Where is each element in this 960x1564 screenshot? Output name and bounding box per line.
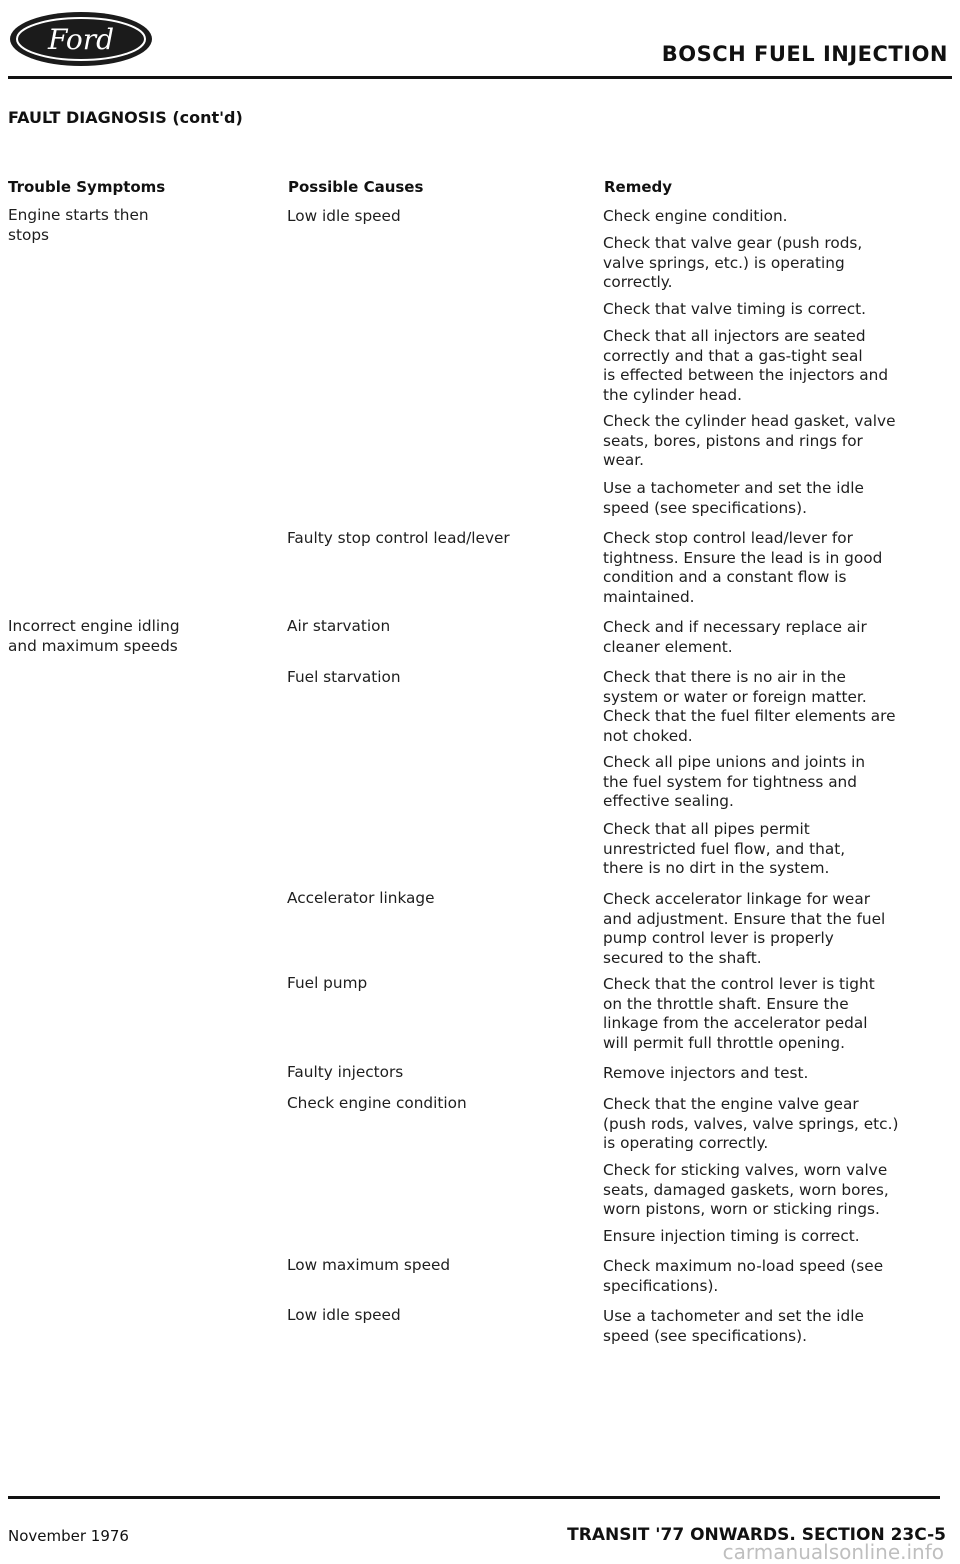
- remedy-item: [603, 1064, 808, 1084]
- remedy-line: Check all pipe unions and joints in: [603, 753, 866, 771]
- remedy-line: correctly and that a gas-tight seal: [603, 346, 863, 365]
- remedy-item: [603, 529, 882, 607]
- remedy-line: unrestricted fuel flow, and that,: [603, 839, 846, 858]
- remedy-line: valve springs, etc.) is operating: [603, 253, 845, 272]
- remedy-line: pump control lever is properly: [603, 929, 834, 947]
- remedy-item: [603, 753, 865, 812]
- remedy-line: Check engine condition.: [603, 207, 788, 225]
- cause-item: Low idle speed: [287, 1306, 401, 1324]
- remedy-line: is effected between the injectors and: [603, 366, 889, 384]
- ford-logo: [8, 10, 154, 68]
- remedy-item: [603, 1257, 883, 1296]
- footer-divider: [8, 1496, 940, 1499]
- remedy-line: secured to the shaft.: [603, 948, 762, 967]
- remedy-line: speed (see specifications).: [603, 1326, 807, 1345]
- symptom-item: [8, 206, 149, 245]
- remedy-line: Check that the fuel filter elements are: [603, 707, 896, 725]
- symptom-line: stops: [8, 225, 50, 244]
- cause-item: Fuel starvation: [287, 668, 401, 686]
- section-title: FAULT DIAGNOSIS (cont'd): [8, 108, 243, 127]
- remedy-item: [603, 618, 867, 657]
- symptom-line: Engine starts then: [8, 206, 149, 224]
- remedy-item: [603, 890, 885, 968]
- remedy-line: Check stop control lead/lever for: [603, 529, 853, 547]
- remedy-item: [603, 300, 866, 320]
- remedy-line: Check that there is no air in the: [603, 668, 846, 686]
- remedy-line: Check accelerator linkage for wear: [603, 890, 870, 908]
- remedy-item: [603, 412, 896, 471]
- remedy-line: Check and if necessary replace air: [603, 618, 867, 636]
- watermark: carmanualsonline.info: [722, 1540, 944, 1564]
- remedy-item: [603, 207, 788, 227]
- remedy-line: Check that the control lever is tight: [603, 975, 875, 993]
- remedy-item: [603, 1095, 898, 1154]
- remedy-line: Check that all injectors are seated: [603, 327, 866, 345]
- remedy-line: linkage from the accelerator pedal: [603, 1014, 868, 1032]
- remedy-line: Check for sticking valves, worn valve: [603, 1161, 888, 1179]
- remedy-item: [603, 668, 896, 746]
- cause-item: Fuel pump: [287, 974, 368, 992]
- remedy-line: Check that valve gear (push rods,: [603, 234, 863, 252]
- remedy-item: [603, 1307, 864, 1346]
- remedy-item: [603, 234, 862, 293]
- remedy-line: Ensure injection timing is correct.: [603, 1227, 860, 1245]
- page-header-title: BOSCH FUEL INJECTION: [661, 42, 948, 66]
- remedy-line: Check that all pipes permit: [603, 820, 810, 838]
- symptom-line: and maximum speeds: [8, 636, 178, 655]
- remedy-item: [603, 820, 845, 879]
- remedy-line: system or water or foreign matter.: [603, 687, 867, 706]
- remedy-item: [603, 327, 888, 405]
- remedy-line: worn pistons, worn or sticking rings.: [603, 1200, 880, 1218]
- footer-section-label: TRANSIT '77 ONWARDS. SECTION 23C-5: [567, 1525, 946, 1545]
- remedy-line: the cylinder head.: [603, 385, 742, 404]
- header-divider: [8, 76, 952, 79]
- remedy-item: [603, 1227, 860, 1247]
- remedy-line: is operating correctly.: [603, 1134, 769, 1152]
- remedy-line: Check that the engine valve gear: [603, 1095, 859, 1113]
- remedy-line: tightness. Ensure the lead is in good: [603, 548, 883, 567]
- cause-item: Air starvation: [287, 617, 391, 635]
- remedy-line: seats, bores, pistons and rings for: [603, 431, 863, 450]
- column-header-causes: Possible Causes: [288, 178, 424, 196]
- cause-item: Faulty stop control lead/lever: [287, 529, 510, 547]
- remedy-line: specifications).: [603, 1276, 719, 1295]
- remedy-line: Remove injectors and test.: [603, 1064, 809, 1082]
- remedy-line: Use a tachometer and set the idle: [603, 1307, 864, 1325]
- remedy-line: correctly.: [603, 273, 673, 291]
- remedy-line: there is no dirt in the system.: [603, 859, 830, 877]
- remedy-line: maintained.: [603, 587, 695, 606]
- remedy-item: [603, 479, 864, 518]
- remedy-line: speed (see specifications).: [603, 498, 807, 517]
- symptom-item: [8, 617, 180, 656]
- remedy-line: effective sealing.: [603, 792, 734, 810]
- remedy-line: condition and a constant flow is: [603, 568, 847, 586]
- remedy-line: the fuel system for tightness and: [603, 772, 857, 791]
- cause-item: Accelerator linkage: [287, 889, 435, 907]
- cause-item: Faulty injectors: [287, 1063, 404, 1081]
- remedy-line: on the throttle shaft. Ensure the: [603, 994, 849, 1013]
- cause-item: Low maximum speed: [287, 1256, 451, 1274]
- column-header-remedy: Remedy: [604, 178, 673, 196]
- remedy-line: (push rods, valves, valve springs, etc.): [603, 1114, 899, 1133]
- remedy-line: cleaner element.: [603, 637, 733, 656]
- remedy-line: Check the cylinder head gasket, valve: [603, 412, 896, 430]
- symptom-line: Incorrect engine idling: [8, 617, 180, 635]
- footer-date: November 1976: [8, 1527, 129, 1545]
- remedy-item: [603, 1161, 889, 1220]
- cause-item: Low idle speed: [287, 207, 401, 225]
- ford-logo-text: Ford: [47, 23, 115, 56]
- remedy-line: seats, damaged gaskets, worn bores,: [603, 1180, 889, 1199]
- remedy-line: Check maximum no-load speed (see: [603, 1257, 884, 1275]
- column-header-symptoms: Trouble Symptoms: [8, 178, 166, 196]
- remedy-line: wear.: [603, 451, 645, 469]
- remedy-line: not choked.: [603, 726, 693, 745]
- remedy-item: [603, 975, 875, 1053]
- remedy-line: and adjustment. Ensure that the fuel: [603, 909, 886, 928]
- remedy-line: Check that valve timing is correct.: [603, 300, 867, 318]
- remedy-line: Use a tachometer and set the idle: [603, 479, 864, 497]
- remedy-line: will permit full throttle opening.: [603, 1033, 845, 1052]
- cause-item: Check engine condition: [287, 1094, 467, 1112]
